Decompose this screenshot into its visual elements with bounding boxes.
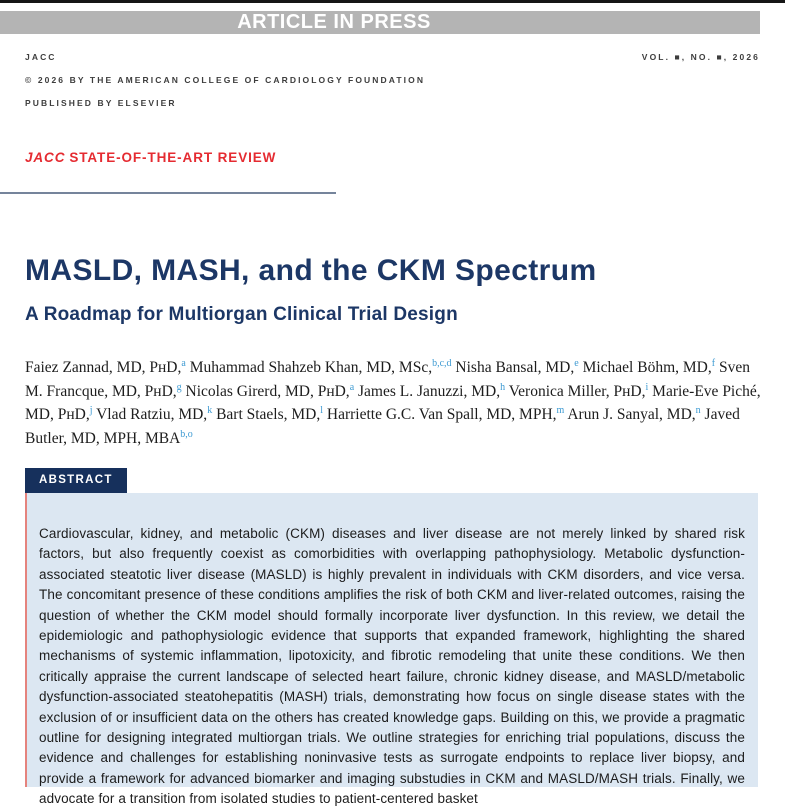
author: Michael Böhm, MD,$^f$ [582,357,716,376]
top-rule [0,0,785,3]
author: Nisha Bansal, MD,$^e$ [455,357,579,376]
author: Faiez Zannad, MD, PʜD,$^a$ [25,357,186,376]
author-superscript: i [645,381,649,393]
author-superscript: g [176,381,182,393]
abstract-text: Cardiovascular, kidney, and metabolic (CKM) diseases and liver disease are not merely linked by shared risk factors, but also frequently coexist as comorbidities with overlapping pathophysiology. Metabolic dysfunction-associated steatotic liver disease (MASLD) is highly prevalent in individuals with CKM disorders, and vice versa. The concomitant presence of these conditions amplifies the risk of both CKM and liver-related outcomes, raising the question of whether the CKM model should formally incorporate liver dysfunction. In this review, we detail the epidemiologic and pathophysiologic evidence that supports that expanded framework, highlighting the shared mechanisms of systemic inflammation, lipotoxicity, and fibrotic remodeling that unite these conditions. We then critically appraise the current landscape of selected heart failure, chronic kidney disease, and MASLD/metabolic dysfunction-associated steatohepatitis (MASH) trials, demonstrating how focus on single disease states with the exclusion of or insufficient data on the others has created knowledge gaps. Building on this, we provide a pragmatic outline for designing integrated multiorgan trials. We outline strategies for enriching trial populations, discuss the evidence and challenges for establishing noninvasive tests as surrogate endpoints to replace liver biopsy, and provide a framework for advanced biomarker and imaging substudies in CKM and MASLD/MASH trials. Finally, we advocate for a transition from isolated studies to patient-centered basket [39,526,745,807]
author-superscript: l [320,404,324,416]
section-heading-label: STATE-OF-THE-ART REVIEW [69,150,277,165]
author: Javed Butler, MD, MPH, MBA$^{b,o}$ [25,406,740,447]
author: Nicolas Girerd, MD, PʜD,$^a$ [185,381,355,400]
article-subtitle: A Roadmap for Multiorgan Clinical Trial Design [25,304,458,325]
author-superscript: a [181,357,186,369]
author: Bart Staels, MD,$^l$ [216,404,324,423]
author-superscript: k [207,404,213,416]
author-superscript: n [695,404,701,416]
masthead [25,52,760,121]
heading-rule [0,192,336,194]
author: Marie-Eve Piché, MD, PʜD,$^j$ [25,382,761,423]
author-superscript: h [500,381,506,393]
author: James L. Januzzi, MD,$^h$ [358,381,506,400]
copyright-line: © 2026 BY THE AMERICAN COLLEGE OF CARDIOLOGY FOUNDATION [25,75,426,85]
author: Arun J. Sanyal, MD,$^n$ [567,404,701,423]
author-superscript: b,c,d [432,357,452,369]
author-superscript: a [349,381,355,393]
issue-info: VOL. ■, NO. ■, 2026 [641,52,760,62]
article-title: MASLD, MASH, and the CKM Spectrum [25,254,597,287]
author: Sven M. Francque, MD, PʜD,$^g$ [25,359,750,400]
publisher-line: PUBLISHED BY ELSEVIER [25,98,177,108]
author-superscript: b,o [180,428,193,440]
author-list [25,356,769,450]
article-in-press-label: ARTICLE IN PRESS [237,11,431,33]
author: Vlad Ratziu, MD,$^k$ [96,404,213,423]
author: Veronica Miller, PʜD,$^i$ [508,381,649,400]
abstract-panel [25,493,758,807]
author-superscript: f [711,357,716,369]
author-superscript: j [89,404,93,416]
author-superscript: m [556,404,565,416]
journal-name: JACC [25,52,57,62]
section-heading-journal: JACC [25,150,66,165]
author-superscript: e [574,357,579,369]
author: Muhammad Shahzeb Khan, MD, MSc,$^{b,c,d}$ [189,357,452,376]
article-in-press-banner [0,11,760,34]
abstract-label: ABSTRACT [25,468,127,493]
section-heading [25,150,276,165]
author: Harriette G.C. Van Spall, MD, MPH,$^m$ [326,404,565,423]
